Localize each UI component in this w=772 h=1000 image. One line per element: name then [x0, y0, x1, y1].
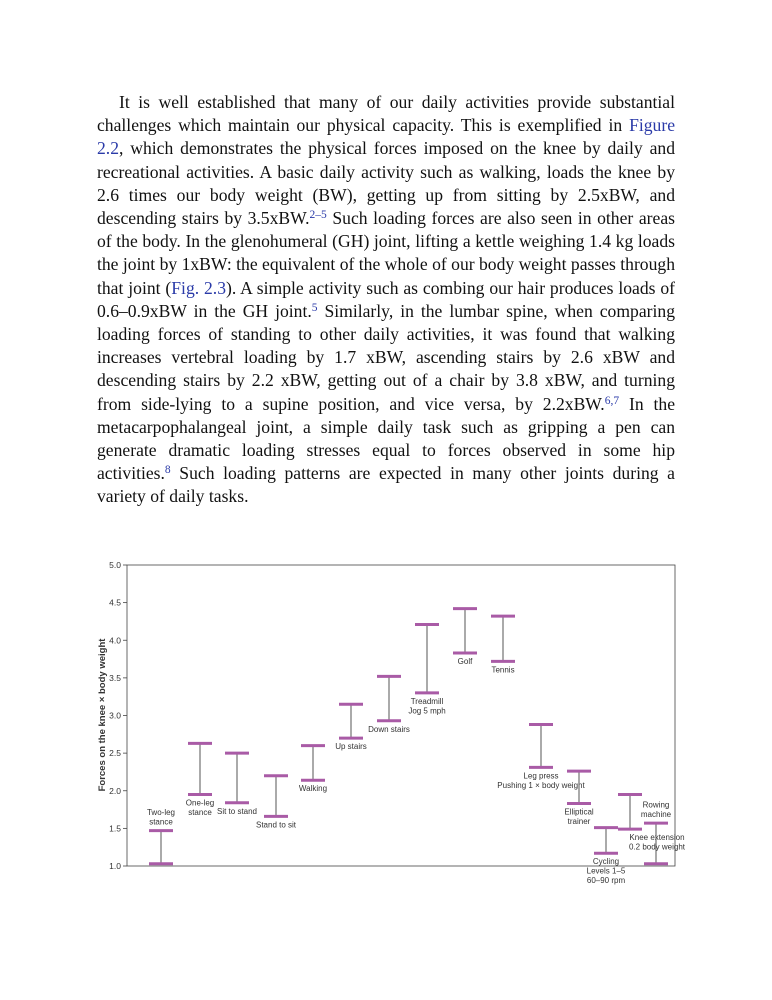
range-bar	[368, 676, 410, 733]
y-tick-label: 4.5	[109, 597, 121, 608]
range-bar	[186, 743, 214, 817]
range-bar	[299, 746, 327, 794]
range-label: Stand to sit	[255, 820, 297, 830]
y-tick-label: 5.0	[109, 560, 121, 570]
body-paragraph: It is well established that many of our daily activities provide substantial challenges which maintain our physical capacity. This is exemplified in Figure 2.2, which demonstrates the physical forces imposed on the knee by daily and recreational activities. A basic daily activity such as walking, loads the knee by 2.6 times our body weight (BW), getting up from sitting by 2.5xBW, and descending stairs by 3.5xBW.$^{2-5}$ Such loading forces are also seen in other areas of the body. In the glenohumeral (GH) joint, lifting a kettle weighing 1.4 kg loads the joint by 1xBW: the equivalent of the whole of our body weight passes through that joint (Fig. 2.3). A simple activity such as combing our hair produces loads of 0.6–0.9xBW in the GH joint.$^5$ Similarly, in the lumbar spine, when comparing loading forces of standing to other daily activities, it was found that walking increases vertebral loading by 1.7 xBW, ascending stairs by 2.6 xBW and descending stairs by 2.2 xBW, getting out of a chair by 3.8 xBW, and turning from side-lying to a supine position, and vice versa, by 2.2xBW.$^{6,7}$ In the metacarpophalangeal joint, a simple daily task such as gripping a pen can generate dramatic loading stresses equal to forces observed in some hip activities.$^8$ Such loading patterns are expected in many other joints during a variety of daily tasks.	[97, 92, 676, 507]
range-label: Knee extension 0.2 body weight	[628, 833, 686, 852]
citation-2-5[interactable]: 2–5	[309, 209, 327, 222]
range-label: Down stairs	[368, 724, 410, 734]
figure-2-2-link[interactable]: Figure 2.2	[97, 115, 675, 159]
y-tick-label: 2.0	[109, 785, 121, 796]
y-tick-label: 3.0	[109, 710, 121, 721]
range-bar	[335, 704, 367, 751]
range-label: Treadmill Jog 5 mph	[408, 696, 446, 716]
range-bar	[564, 771, 594, 826]
range-label: Two-leg stance	[146, 808, 176, 827]
figure-2-3-link[interactable]: Fig. 2.3	[171, 277, 227, 298]
range-label: Walking	[298, 784, 328, 794]
range-bar	[256, 776, 297, 830]
y-tick-label: 4.0	[109, 635, 121, 646]
y-axis-label: Forces on the knee × body weight	[97, 638, 108, 792]
range-bar	[408, 624, 445, 715]
citation-8[interactable]: 8	[164, 464, 171, 477]
range-label: Cycling Levels 1–5 60–90 rpm	[586, 857, 626, 886]
range-label: One-leg stance	[185, 798, 215, 818]
range-bar	[147, 808, 175, 864]
range-label: Leg press Pushing 1 × body weight	[497, 771, 585, 790]
range-bar	[453, 609, 477, 666]
range-label: Sit to stand	[216, 806, 258, 816]
y-tick-label: 1.0	[109, 861, 121, 871]
range-bar	[587, 828, 626, 886]
y-tick-label: 3.5	[109, 672, 121, 683]
y-tick-label: 1.5	[109, 823, 121, 834]
range-label: Up stairs	[335, 742, 367, 752]
citation-6-7[interactable]: 6,7	[604, 394, 620, 407]
range-bar	[497, 725, 585, 790]
range-bar	[217, 753, 257, 816]
citation-5[interactable]: 5	[311, 301, 318, 314]
knee-force-chart	[90, 555, 690, 895]
y-tick-label: 2.5	[109, 748, 121, 759]
plot-frame	[127, 565, 675, 866]
range-label: Golf	[457, 657, 473, 667]
range-label: Elliptical trainer	[564, 807, 594, 827]
range-bar	[491, 616, 515, 674]
range-label: Rowing machine	[640, 800, 672, 820]
range-label: Tennis	[491, 665, 515, 675]
